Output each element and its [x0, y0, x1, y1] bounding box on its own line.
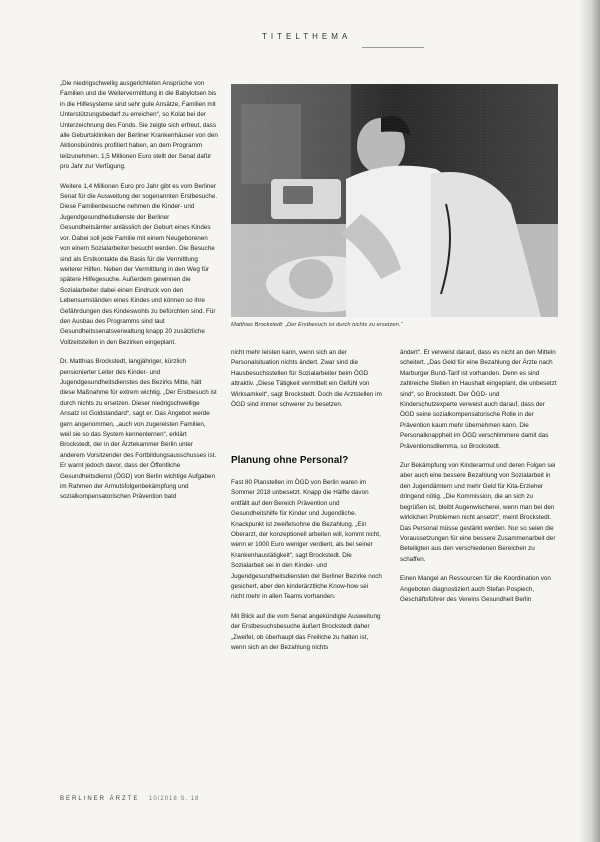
text-column-2 — [231, 348, 383, 419]
paragraph: Fast 80 Planstellen im ÖGD von Berlin waren im Sommer 2018 unbesetzt. Knapp die Hälfte davon entfällt auf den Bereich Prävention und Gesundheitshilfe für Kinder und Jugendliche. Knackpunkt ist zweifelsohne die Bezahlung. „Ein Oberarzt, der konzeptionell arbeiten will, kommt nicht, wenn er 1000 Euro weniger verdient, als bei seiner Krankenhaustätigkeit“, sagt Brockstedt. Die Sozialarbeit sei in den Kinder- und Jugendgesundheitsdiensten der Berliner Bezirke noch gesichert, aber den kinderärztliche Know-how sei nicht mehr in allen Teams vorhanden. — [231, 479, 382, 601]
paragraph: Einen Mangel an Ressourcen für die Koordination von Angeboten diagnostiziert auch Stefan Pospiech, Geschäftsführer des Vereins Gesundheit Berlin — [400, 575, 551, 603]
paragraph: Mit Blick auf die vom Senat angekündigte Ausweitung der Erstbesuchsbesuche äußert Brockstedt daher „Zweifel, ob überhaupt das Freiliche zu halten ist, wenn sich an der Bezahlung nichts — [231, 612, 381, 652]
paragraph: ändert“. Er verweist darauf, dass es nicht an den Mitteln scheitert. „Das Geld für eine Bezahlung der Ärzte nach Marburger Bund-Tarif ist vorhanden. Denn es sind zahlreiche Stellen im Haushalt eingeplant, die unbesetzt sind“, so Brockstedt. Der ÖGD- und Kinderschutzexperte verweist auch darauf, dass der ÖGD seine sozialkompensatorische Rolle in der Prävention kaum mehr übernehmen kann. Die Personalknappheit im ÖGD verschlimmere damit das Präventionsdilemma, so Brockstedt. — [400, 349, 557, 450]
section-label: TITELTHEMA — [262, 32, 352, 41]
section-rule — [362, 47, 424, 48]
subheading: Planung ohne Personal? — [231, 455, 349, 466]
paragraph: Zur Bekämpfung von Kinderarmut und deren Folgen sei aber auch eine bessere Bezahlung von Sozialarbeit in den Jugendämtern und mehr Geld für Kita-Erzieher dringend nötig. „Die Kommission, die an sich zu begrüßen ist, bleibt Augenwischerei, wenn man bei den wirklichen Problemen nicht ansetzt“, meint Brockstedt. Das Personal müsse gestärkt werden. Nur so seien die Voraussetzungen für eine bessere Zusammenarbeit der Beteiligten aus den verschiedenen Bereichen zu schaffen. — [400, 462, 556, 563]
paragraph: „Die niedrigschwellig ausgerichteten Ansprüche von Familien und die Weitervermittlung in die Babylotsen bis in die Hilfesysteme sind sehr gute Ansätze, Familien mit Unterstützungsbedarf zu erreichen“, so Kolat bei der Unterzeichnung des Fonds. Sie zeigte sich erfreut, dass alle Geburtskliniken der Berliner Krankenhäuser von den Aktionsbündnis profitiert haben, an dem Programm teilzunehmen. 1,5 Millionen Euro stellt der Senat dafür pro Jahr zur Verfügung. — [60, 80, 218, 171]
magazine-name: BERLINER ÄRZTE — [60, 796, 140, 802]
photo-caption: Matthias Brockstedt: „Der Erstbesuch ist durch nichts zu ersetzen.“ — [231, 322, 403, 328]
doctor-photo — [231, 84, 558, 317]
text-column-2-continued — [231, 478, 383, 663]
paragraph: Dr. Matthias Brockstedt, langjähriger, kürzlich pensionierter Leiter des Kinder- und Jugendgesundheitsdienstes des Bezirks Mitte, hält diese Maßnahme für extrem wichtig. „Der Erstbesuch ist durch nichts zu ersetzen. Dieser niedrigschwellige Ansatz ist Goldstandard“, sagt er. Das Angebot werde gern angenommen, „auch von zugereisten Familien, weil sie so das System kennenlernen“, erklärt Brockstedt, der in der Ärztekammer Berlin unter anderem Vorsitzender des Fortbildungsausschusses ist. Er warnt jedoch davor, dass der Öffentliche Gesundheitsdienst (ÖGD) von Berlin wichtige Aufgaben im Rahmen der Armutsfolgenbekämpfung und sozialkompensatorischen Prävention bald — [60, 358, 217, 501]
page-footer — [60, 796, 199, 802]
paragraph: Weitere 1,4 Millionen Euro pro Jahr gibt es vom Berliner Senat für die Ausweitung der sogenannten Erstbesuche. Diese Familienbesuche nehmen die Kinder- und Jugendgesundheitsdienste der Berliner Gesundheitsämter anlässlich der Geburt eines Kindes vor. Dabei soll jede Familie mit einem Neugeborenen von einem Sozialarbeiter besucht werden. Die Besuche sind als Erstkontakte die Basis für die Vermittlung weiterer Hilfen. Neben der Vermittlung in den Weg für spätere Hilfegesuche. Außerdem gewinnen die Sozialarbeiter dabei einen Eindruck von den Lebensumständen eines Kindes und können so ihre Gefährdungen des Kindeswohls zu befürchten sind. Für den Ausbau des Programms sind laut Gesundheitssenatsverwaltung knapp 20 zusätzliche Vollzeitstellen in den Bezirken eingeplant. — [60, 182, 218, 346]
text-column-1 — [60, 79, 218, 512]
paragraph: nicht mehr leisten kann, wenn sich an der Personalsituation nichts ändert. Zwar sind die Hausbesuchsstellen für Sozialarbeiter beim ÖGD attraktiv. „Diese Tätigkeit vermittelt ein Gefühl von Wirksamkeit“, sagt Brockstedt. Doch die Arztstellen im ÖGD sind immer schwerer zu besetzen. — [231, 349, 382, 409]
issue-reference: 10/2018 S. 18 — [149, 796, 200, 802]
text-column-3 — [400, 348, 558, 614]
page-edge-shadow — [578, 0, 600, 842]
